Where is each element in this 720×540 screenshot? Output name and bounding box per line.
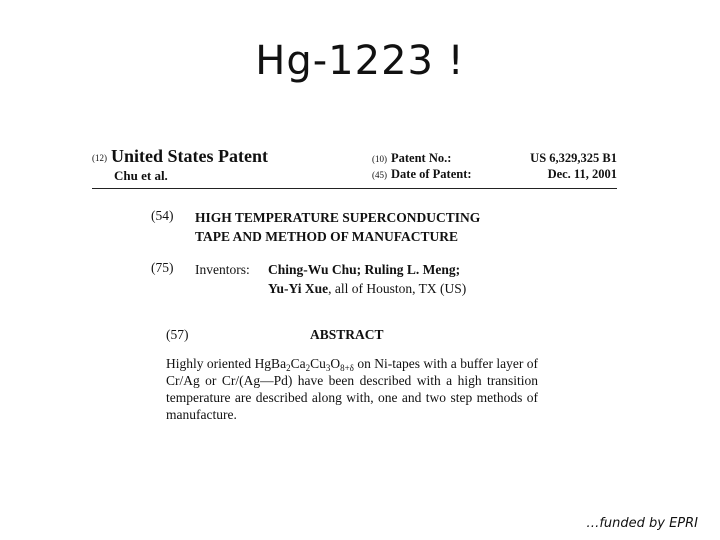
inventors-label: Inventors: xyxy=(195,262,250,277)
inid-tag-12: (12) xyxy=(92,152,107,163)
invention-title xyxy=(195,208,480,246)
inventors-location: , all of Houston, TX (US) xyxy=(328,281,467,296)
patent-date-row xyxy=(372,167,617,183)
header-divider xyxy=(92,188,617,189)
patent-title-line xyxy=(92,146,268,167)
patent-date-label: Date of Patent: xyxy=(391,167,472,181)
funding-note: …funded by EPRI xyxy=(586,516,698,531)
patent-title: United States Patent xyxy=(111,146,268,166)
inid-tag-10: (10) xyxy=(372,154,387,165)
patent-date: Dec. 11, 2001 xyxy=(547,167,617,181)
chemical-formula: $HgBa_2Ca_2Cu_3O_{8+\delta}$ xyxy=(254,356,354,373)
patent-number: US 6,329,325 B1 xyxy=(530,151,617,165)
patent-meta xyxy=(372,151,617,183)
patent-assignee: Chu et al. xyxy=(114,168,168,183)
invention-title-line-1: HIGH TEMPERATURE SUPERCONDUCTING xyxy=(195,210,481,225)
patent-header xyxy=(92,146,617,188)
field-code-57: (57) xyxy=(166,327,189,342)
patent-number-label: Patent No.: xyxy=(391,151,452,165)
patent-number-row xyxy=(372,151,617,167)
inventor-name-xue: Yu-Yi Xue xyxy=(268,281,329,296)
inventors-names-line-1: Ching-Wu Chu; Ruling L. Meng; xyxy=(268,262,461,277)
abstract-section xyxy=(166,327,538,423)
slide-title: Hg-1223 ! xyxy=(255,38,465,84)
abstract-heading: ABSTRACT xyxy=(310,327,384,342)
field-code-75: (75) xyxy=(151,260,174,275)
invention-title-line-2: TAPE AND METHOD OF MANUFACTURE xyxy=(195,229,458,244)
inid-tag-45: (45) xyxy=(372,170,387,181)
abstract-text: Highly oriented $HgBa_2Ca_2Cu_3O_{8+\delta}$ on Ni-tapes with a buffer layer of Cr/Ag or Cr/(Ag—Pd) have been described with a high transition temperature are described along with, one and two step methods of manufacture. xyxy=(166,356,538,422)
inventors-text xyxy=(195,260,466,298)
field-code-54: (54) xyxy=(151,208,174,223)
